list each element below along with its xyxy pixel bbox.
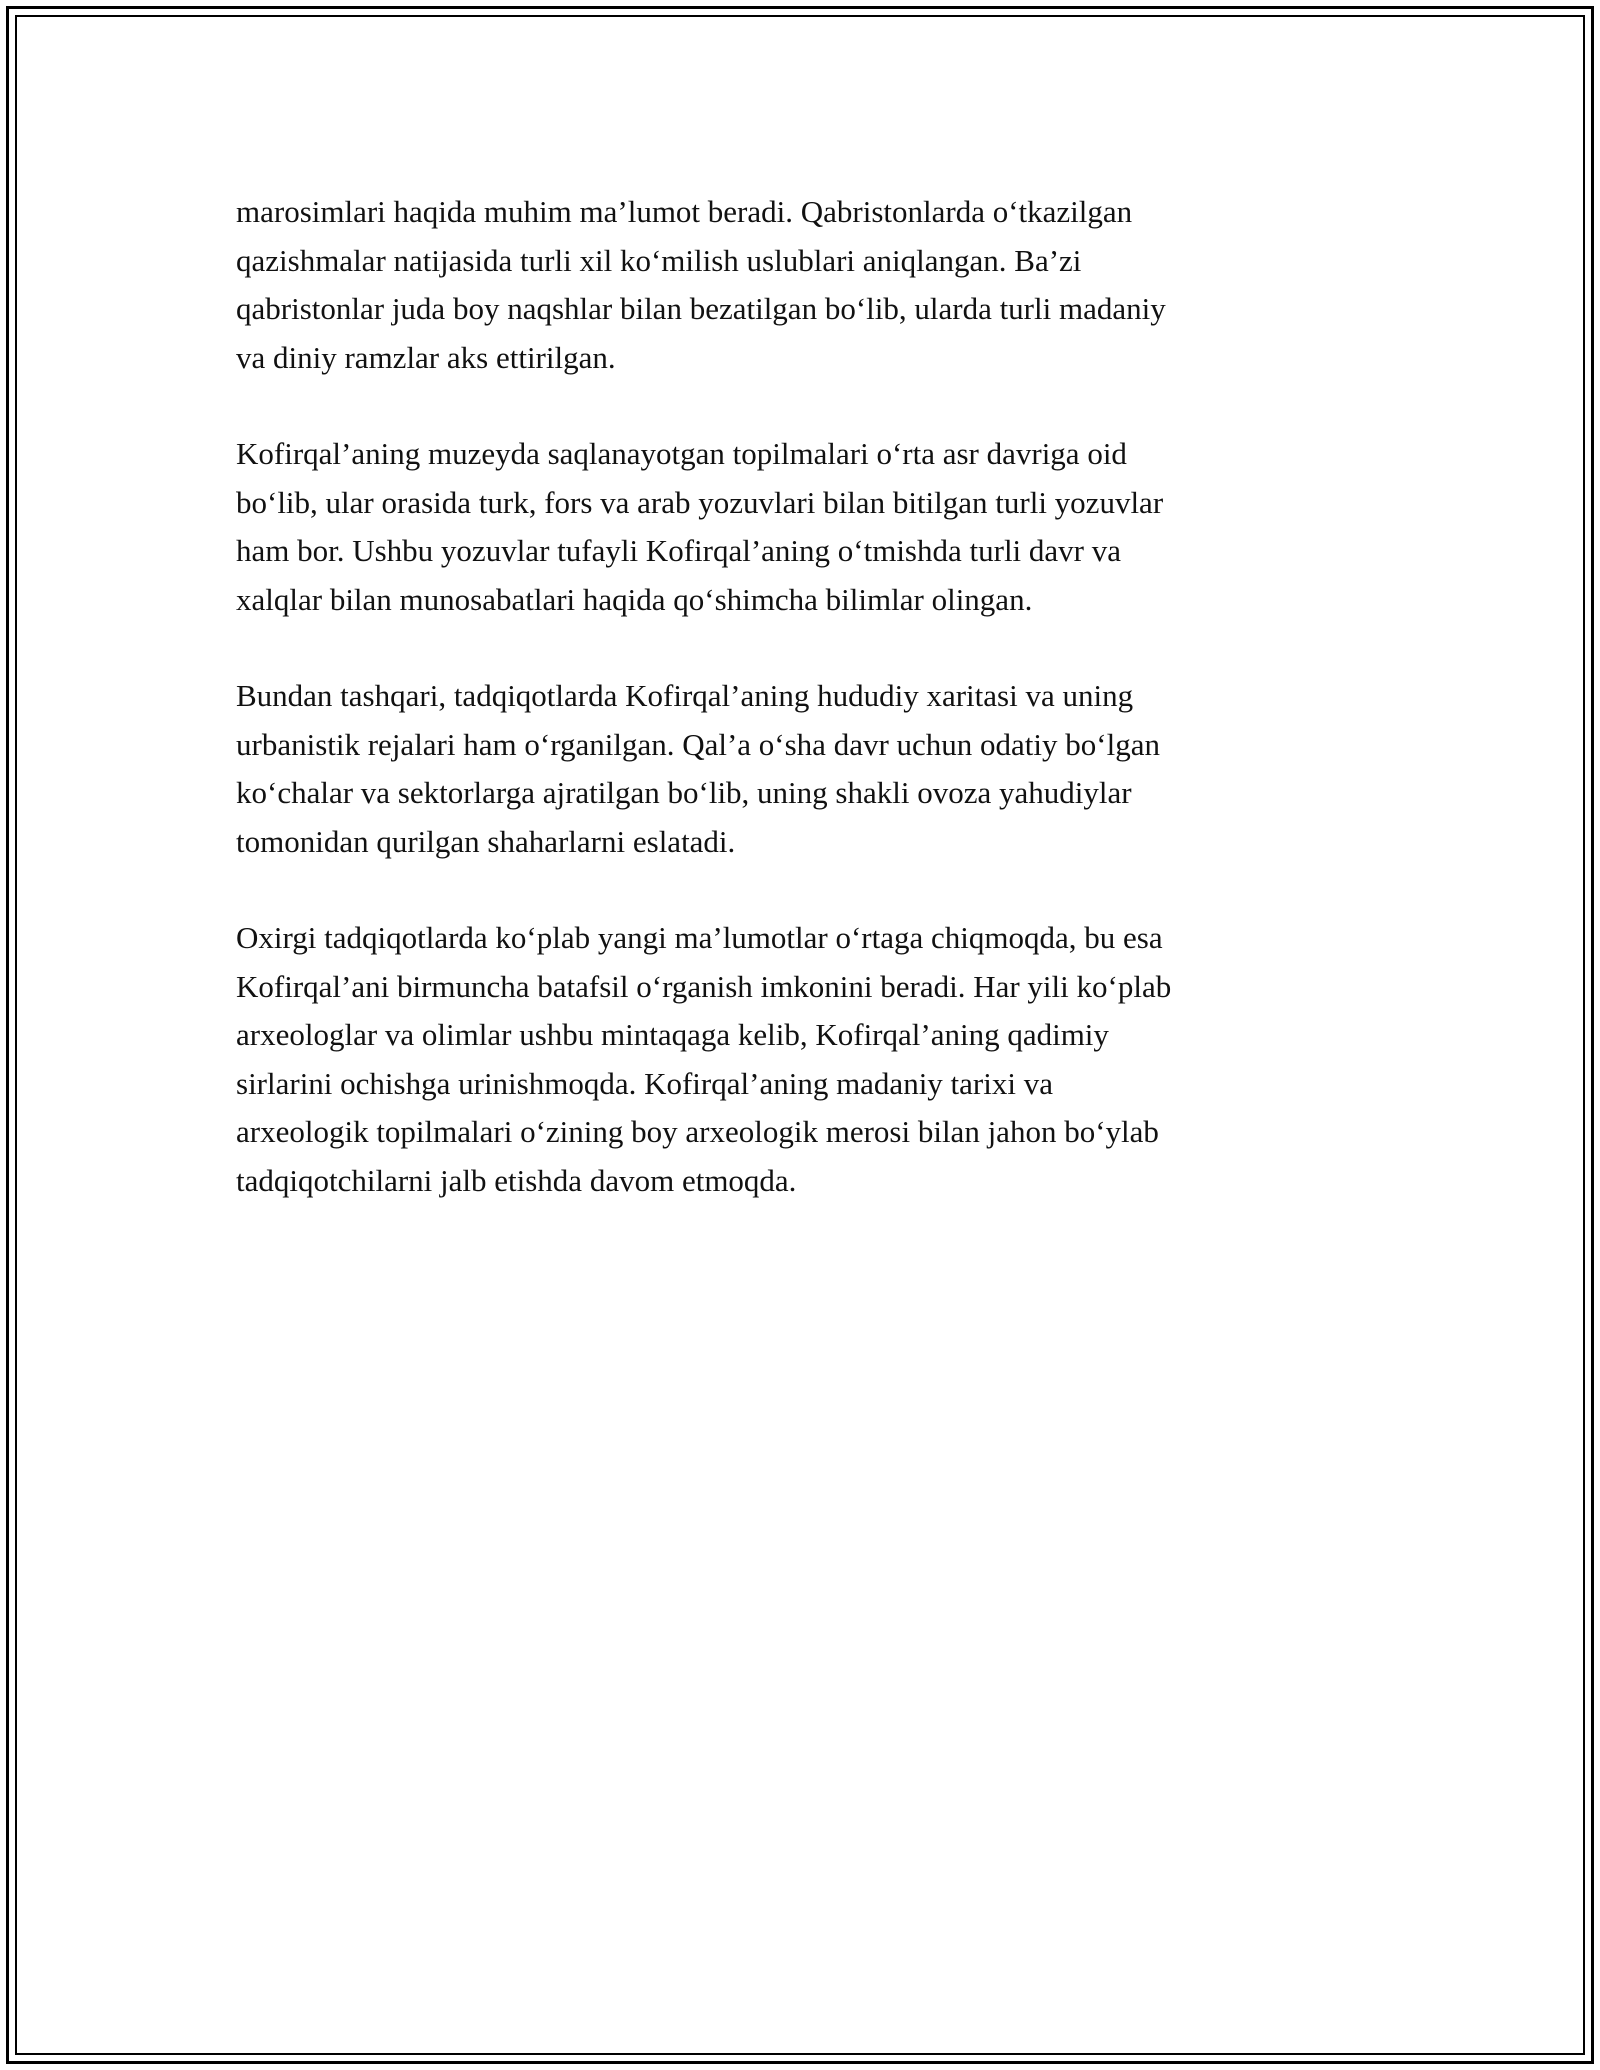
text-line: xalqlar bilan munosabatlari haqida qo‘shimcha bilimlar olingan.: [236, 581, 1033, 617]
text-line: qabristonlar juda boy naqshlar bilan bezatilgan bo‘lib, ularda turli madaniy: [236, 291, 1166, 326]
text-line: ko‘chalar va sektorlarga ajratilgan bo‘lib, uning shakli ovoza yahudiylar: [236, 775, 1132, 810]
text-line: ham bor. Ushbu yozuvlar tufayli Kofirqal’aning o‘tmishda turli davr va: [236, 533, 1122, 568]
text-line: Kofirqal’aning muzeyda saqlanayotgan topilmalari o‘rta asr davriga oid: [236, 436, 1127, 471]
text-line: bo‘lib, ular orasida turk, fors va arab yozuvlari bilan bitilgan turli yozuvlar: [236, 484, 1164, 520]
text-line: tomonidan qurilgan shaharlarni eslatadi.: [236, 823, 736, 859]
text-line: Oxirgi tadqiqotlarda ko‘plab yangi ma’lumotlar o‘rtaga chiqmoqda, bu esa: [236, 920, 1163, 955]
text-line: arxeologik topilmalari o‘zining boy arxeologik merosi bilan jahon bo‘ylab: [236, 1114, 1159, 1149]
document-body: [236, 188, 1386, 1253]
text-line: qazishmalar natijasida turli xil ko‘milish uslublari aniqlangan. Ba’zi: [236, 242, 1082, 278]
text-line: Bundan tashqari, tadqiqotlarda Kofirqal’aning hududiy xaritasi va uning: [236, 678, 1134, 713]
paragraph-3: [236, 672, 1386, 866]
paragraph-1: [236, 188, 1386, 382]
text-line: Kofirqal’ani birmuncha batafsil o‘rganish imkonini beradi. Har yili ko‘plab: [236, 968, 1172, 1004]
text-line: arxeologlar va olimlar ushbu mintaqaga kelib, Kofirqal’aning qadimiy: [236, 1017, 1109, 1052]
text-line: urbanistik rejalari ham o‘rganilgan. Qal’a o‘sha davr uchun odatiy bo‘lgan: [236, 726, 1160, 762]
text-line: marosimlari haqida muhim ma’lumot beradi. Qabristonlarda o‘tkazilgan: [236, 194, 1133, 229]
text-line: sirlarini ochishga urinishmoqda. Kofirqal’aning madaniy tarixi va: [236, 1065, 1053, 1101]
text-line: tadqiqotchilarni jalb etishda davom etmoqda.: [236, 1162, 797, 1198]
paragraph-2: [236, 430, 1386, 624]
text-line: va diniy ramzlar aks ettirilgan.: [236, 339, 616, 375]
paragraph-4: [236, 914, 1386, 1205]
